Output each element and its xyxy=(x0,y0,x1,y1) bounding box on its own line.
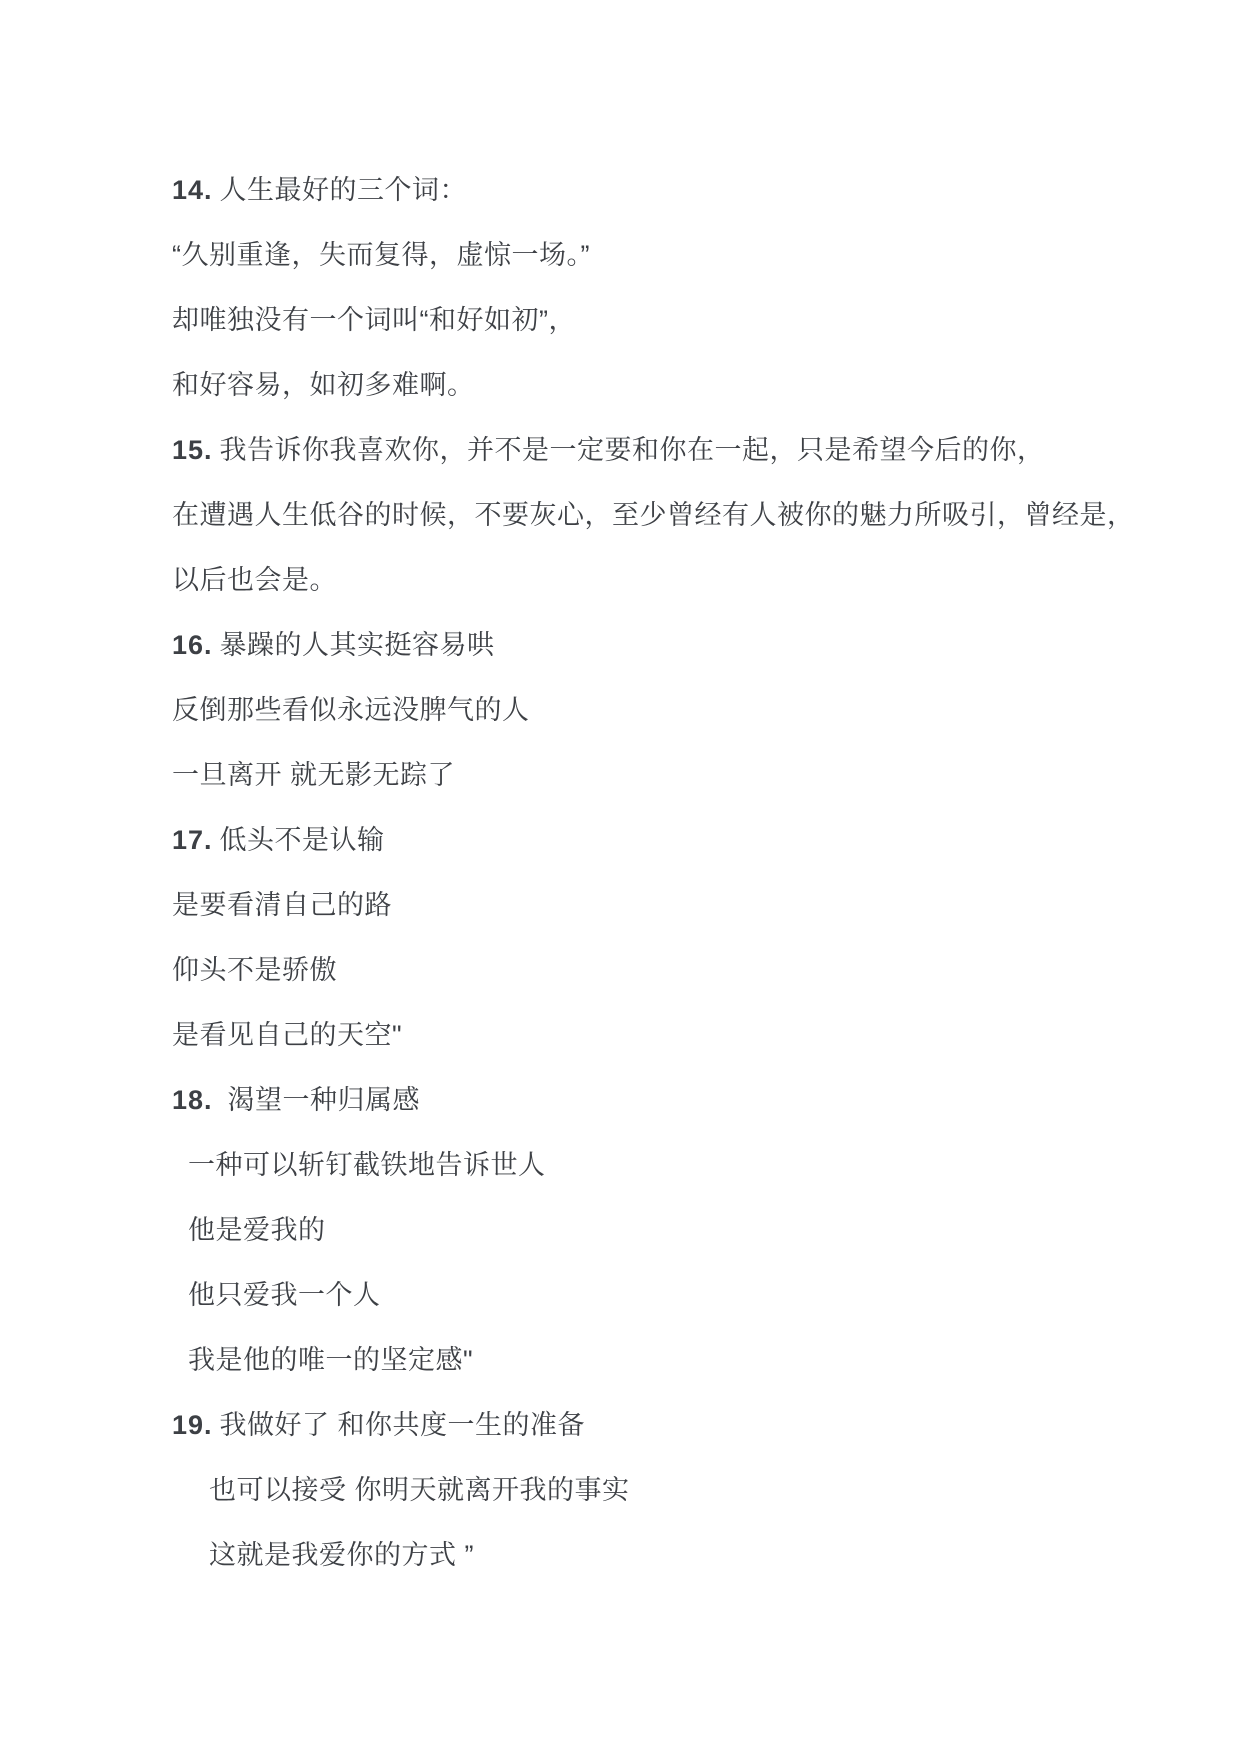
text-line xyxy=(172,808,1200,873)
line-text: 以后也会是。 xyxy=(172,565,337,595)
text-line xyxy=(172,1263,1200,1328)
text-line xyxy=(172,1003,1200,1068)
text-line xyxy=(172,1393,1200,1458)
list-number: 15. xyxy=(172,435,213,465)
text-line xyxy=(172,613,1200,678)
quotes-text-block xyxy=(172,158,1200,1588)
text-line xyxy=(172,1458,1200,1523)
text-line xyxy=(172,418,1200,483)
line-text: 渴望一种归属感 xyxy=(219,1085,421,1115)
text-line xyxy=(172,1133,1200,1198)
line-text: 他是爱我的 xyxy=(188,1215,326,1245)
text-line xyxy=(172,353,1200,418)
line-text: 我做好了 和你共度一生的准备 xyxy=(219,1410,586,1440)
list-number: 18. xyxy=(172,1085,213,1115)
line-text: 一旦离开 就无影无踪了 xyxy=(172,760,456,790)
line-text: 低头不是认输 xyxy=(219,825,385,855)
text-line xyxy=(172,743,1200,808)
line-text: 也可以接受 你明天就离开我的事实 xyxy=(209,1475,630,1505)
line-text: 一种可以斩钉截铁地告诉世人 xyxy=(188,1150,546,1180)
list-number: 19. xyxy=(172,1410,213,1440)
text-line xyxy=(172,223,1200,288)
text-line xyxy=(172,1523,1200,1588)
line-text: 我是他的唯一的坚定感" xyxy=(188,1345,474,1375)
line-text: 却唯独没有一个词叫“和好如初”， xyxy=(172,305,576,335)
line-text: 他只爱我一个人 xyxy=(188,1280,381,1310)
line-text: 暴躁的人其实挺容易哄 xyxy=(219,630,495,660)
line-text: 在遭遇人生低谷的时候，不要灰心，至少曾经有人被你的魅力所吸引，曾经是， xyxy=(172,500,1135,530)
list-number: 14. xyxy=(172,175,213,205)
text-line xyxy=(172,158,1200,223)
line-text: 我告诉你我喜欢你，并不是一定要和你在一起，只是希望今后的你， xyxy=(219,435,1045,465)
text-line xyxy=(172,288,1200,353)
line-text: 人生最好的三个词： xyxy=(219,175,468,205)
text-line xyxy=(172,678,1200,743)
line-text: 这就是我爱你的方式 ” xyxy=(209,1540,474,1570)
text-line xyxy=(172,548,1200,613)
text-line xyxy=(172,1068,1200,1133)
line-text: 和好容易，如初多难啊。 xyxy=(172,370,475,400)
list-number: 17. xyxy=(172,825,213,855)
line-text: 仰头不是骄傲 xyxy=(172,955,337,985)
line-text: 是要看清自己的路 xyxy=(172,890,392,920)
list-number: 16. xyxy=(172,630,213,660)
text-line xyxy=(172,873,1200,938)
text-line xyxy=(172,1198,1200,1263)
line-text: “久别重逢，失而复得，虚惊一场。” xyxy=(172,240,590,270)
text-line xyxy=(172,938,1200,1003)
line-text: 反倒那些看似永远没脾气的人 xyxy=(172,695,530,725)
line-text: 是看见自己的天空" xyxy=(172,1020,403,1050)
text-line xyxy=(172,1328,1200,1393)
text-line xyxy=(172,483,1200,548)
